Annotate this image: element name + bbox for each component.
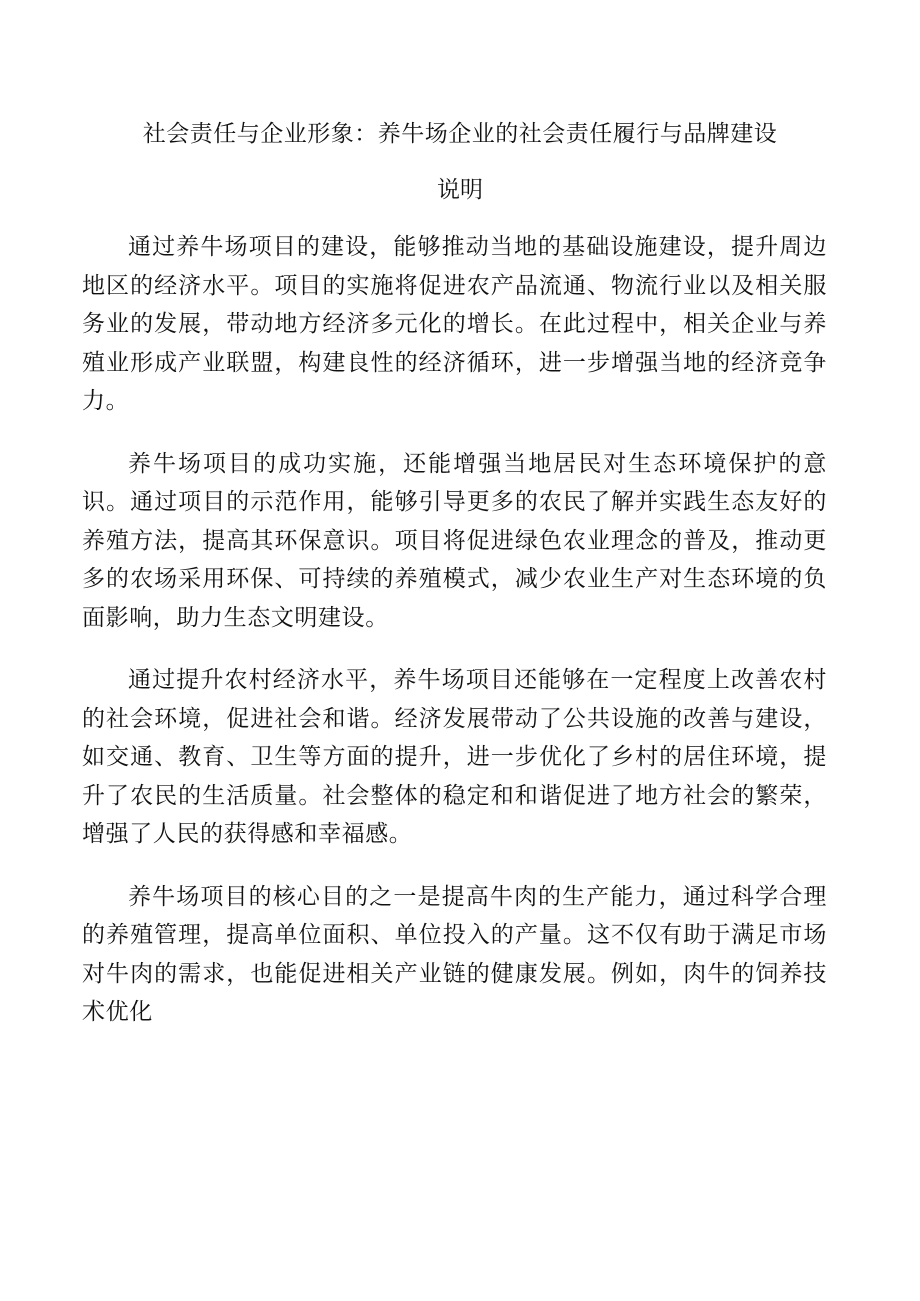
document-title: 社会责任与企业形象：养牛场企业的社会责任履行与品牌建设 [142, 121, 778, 147]
document-body [82, 228, 827, 1056]
paragraph-1: 通过养牛场项目的建设，能够推动当地的基础设施建设，提升周边地区的经济水平。项目的实施将促进农产品流通、物流行业以及相关服务业的发展，带动地方经济多元化的增长。在此过程中，相关企业与养殖业形成产业联盟，构建良性的经济循环，进一步增强当地的经济竞争力。 [82, 234, 827, 414]
section-heading: 说明 [437, 177, 483, 203]
paragraph-2: 养牛场项目的成功实施，还能增强当地居民对生态环境保护的意识。通过项目的示范作用，能够引导更多的农民了解并实践生态友好的养殖方法，提高其环保意识。项目将促进绿色农业理念的普及，推动更多的农场采用环保、可持续的养殖模式，减少农业生产对生态环境的负面影响，助力生态文明建设。 [82, 450, 827, 631]
paragraph-4: 养牛场项目的核心目的之一是提高牛肉的生产能力，通过科学合理的养殖管理，提高单位面积、单位投入的产量。这不仅有助于满足市场对牛肉的需求，也能促进相关产业链的健康发展。例如，肉牛的饲养技术优化 [82, 883, 827, 1025]
paragraph-3: 通过提升农村经济水平，养牛场项目还能够在一定程度上改善农村的社会环境，促进社会和谐。经济发展带动了公共设施的改善与建设，如交通、教育、卫生等方面的提升，进一步优化了乡村的居住环境，提升了农民的生活质量。社会整体的稳定和和谐促进了地方社会的繁荣，增强了人民的获得感和幸福感。 [82, 667, 827, 847]
